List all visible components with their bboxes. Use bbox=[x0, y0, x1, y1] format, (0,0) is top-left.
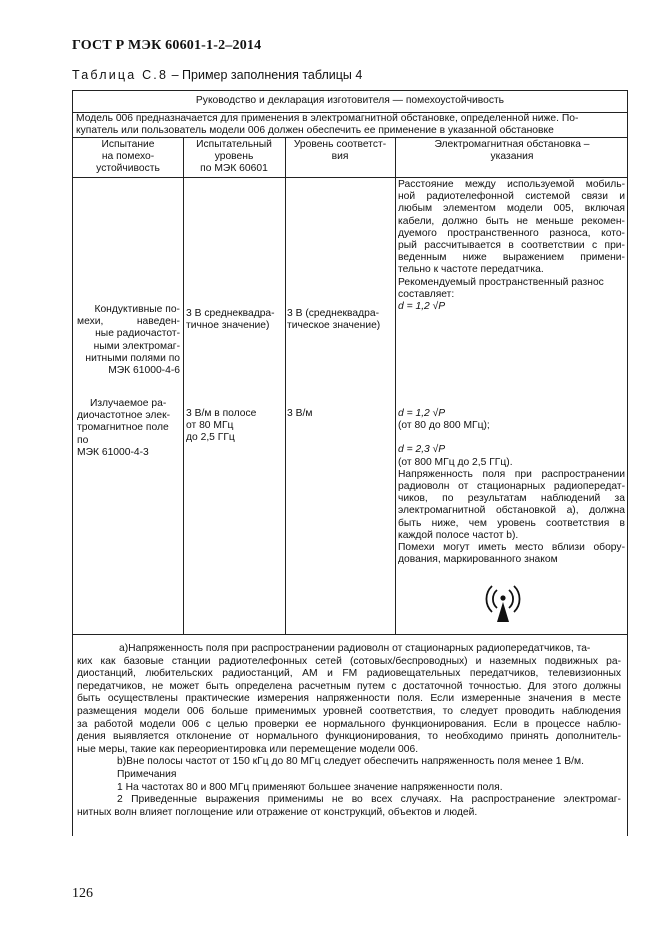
header-line: Электромагнитная обстановка – bbox=[434, 139, 590, 150]
footnote-a-line: размещения модели 006 больше применимых уровней соответствия, то следует проводить наблюдения bbox=[77, 705, 621, 717]
note-2-line: 2 Приведенные выражения применимы не во всех случаях. На распространение электромаг- bbox=[117, 794, 621, 806]
test-line: Кондуктивные по- bbox=[94, 304, 180, 315]
table-rule-3 bbox=[73, 177, 627, 178]
header-line: Испытательный bbox=[196, 139, 272, 150]
footnote-a-line: ких как базовые станции радиотелефонных сетей (сотовых/беспроводных) и наземных подвижных ра- bbox=[77, 655, 621, 667]
row-conducted-compliance bbox=[287, 308, 393, 332]
table-heading: Руководство и декларация изготовителя — помехоустойчивость bbox=[195, 95, 505, 106]
test-line: нитными полями по bbox=[85, 352, 180, 364]
column-header-test bbox=[75, 139, 181, 176]
header-line: на помехо- bbox=[101, 151, 155, 163]
intro-line: купатель или пользователь модели 006 должен обеспечить ее применение в указанной обстановке bbox=[76, 125, 554, 137]
column-header-environment bbox=[397, 139, 627, 163]
footnote-a-line: диостанций, любительских радиостанций, AM и FM радиовещательных передатчиков, телевизионных bbox=[77, 668, 621, 680]
row-radiated-compliance bbox=[287, 408, 393, 420]
header-line: по МЭК 60601 bbox=[200, 163, 268, 175]
column-divider-2 bbox=[285, 137, 286, 634]
row-conducted-test bbox=[77, 304, 180, 377]
header-line: устойчивость bbox=[96, 163, 160, 175]
test-line: мехи, наведен- bbox=[77, 316, 180, 328]
formula-line: d = 2,3 √P bbox=[398, 444, 446, 456]
test-line: МЭК 61000-4-6 bbox=[108, 365, 180, 377]
guidance-line: Расстояние между используемой мобиль- bbox=[398, 179, 625, 190]
test-line: диочастотное элек- bbox=[77, 410, 171, 422]
document-header: ГОСТ Р МЭК 60601-1-2–2014 bbox=[72, 38, 262, 53]
compliance-line: 3 В (среднеквадра- bbox=[287, 308, 380, 319]
table-border-top bbox=[73, 90, 627, 91]
header-line: уровень bbox=[214, 151, 254, 163]
guidance-line: радиоволн от стационарных радиопередат- bbox=[398, 481, 625, 493]
table-title bbox=[72, 68, 362, 82]
compliance-line: 3 В/м bbox=[287, 408, 313, 419]
test-line: Излучаемое ра- bbox=[90, 398, 167, 409]
footnote-a-line: за работой модели 006 с целью проверки ее нормального функционирования. Если в процессе наблю- bbox=[77, 718, 621, 730]
test-line: ными электромаг- bbox=[93, 340, 180, 352]
row-radiated-level bbox=[186, 408, 283, 445]
guidance-line: Рекомендуемый пространственный разнос bbox=[398, 276, 604, 288]
guidance-line: чиков, по результатам наблюдений за bbox=[398, 493, 625, 505]
column-header-compliance bbox=[287, 139, 393, 163]
footnote-a-line: дения выявляется отклонение от нормального функционирования, то необходимо принять дополнитель- bbox=[77, 731, 621, 743]
level-line: от 80 МГц bbox=[186, 420, 234, 432]
guidance-line: любым элементом модели 005, включая bbox=[398, 203, 625, 215]
level-line: 3 В/м в полосе bbox=[186, 408, 257, 419]
test-line: ные радиочастот- bbox=[95, 328, 180, 340]
guidance-line: веденным ниже выражением примени- bbox=[398, 252, 625, 264]
column-divider-3 bbox=[395, 137, 396, 634]
level-line: до 2,5 ГГц bbox=[186, 432, 235, 444]
footnotes bbox=[77, 643, 621, 819]
environment-guidance bbox=[398, 179, 625, 313]
table-title-text: – Пример заполнения таблицы 4 bbox=[168, 68, 363, 82]
level-line: тичное значение) bbox=[186, 320, 270, 332]
range-line: (от 80 до 800 МГц); bbox=[398, 420, 490, 432]
test-line: тромагнитное поле bbox=[77, 422, 169, 434]
table-intro bbox=[76, 113, 624, 137]
header-line: Испытание bbox=[101, 139, 155, 150]
row-radiated-test bbox=[77, 398, 180, 459]
immunity-table bbox=[72, 90, 628, 836]
range-line: (от 800 МГц до 2,5 ГГц). bbox=[398, 456, 513, 468]
notes-title: Примечания bbox=[117, 768, 177, 780]
test-line: МЭК 61000-4-3 bbox=[77, 446, 149, 458]
footnote-a-line: ные меры, такие как переориентировка или перемещение модели 006. bbox=[77, 743, 419, 755]
column-divider-1 bbox=[183, 137, 184, 634]
guidance-line: Напряженность поля при распространении bbox=[398, 468, 625, 480]
header-line: Уровень соответст- bbox=[293, 139, 387, 150]
note-1: 1 На частотах 80 и 800 МГц применяют большее значение напряженности поля. bbox=[117, 781, 503, 793]
table-rule-4 bbox=[73, 634, 627, 635]
guidance-line: составляет: bbox=[398, 288, 455, 300]
guidance-line: быть ниже, чем уровень соответствия в bbox=[398, 517, 625, 529]
guidance-line: дуемого пространственного разноса, кото- bbox=[398, 227, 625, 239]
test-line: по bbox=[77, 434, 89, 446]
guidance-line: тельно к частоте передатчика. bbox=[398, 264, 544, 276]
guidance-line: дования, маркированного знаком bbox=[398, 554, 558, 566]
level-line: 3 В среднеквадра- bbox=[186, 308, 275, 319]
guidance-line: ной радиотелефонной системой связи и bbox=[398, 191, 625, 203]
table-title-label: Таблица С.8 bbox=[72, 68, 169, 82]
header-line: указания bbox=[490, 151, 534, 163]
footnote-b: b)Вне полосы частот от 150 кГц до 80 МГц следует обеспечить напряженность поля менее 1 В/м. bbox=[117, 756, 584, 768]
formula-line: d = 1,2 √P bbox=[398, 408, 446, 419]
guidance-line: электромагнитной обстановкой a), должна bbox=[398, 505, 625, 517]
footnote-a-line: передатчиков, не может быть определена расчетным путем с достаточной точностью. Для этого должны bbox=[77, 680, 621, 692]
footnote-a-line: a)Напряженность поля при распространении радиоволн от стационарных радиопередатчиков, та- bbox=[119, 643, 591, 654]
footnote-a-line: быть осуществлены практические измерения напряженности поля. Если измеренные значения в месте bbox=[77, 693, 621, 705]
guidance-line: каждой полосе частот b). bbox=[398, 529, 519, 541]
compliance-line: тическое значение) bbox=[287, 320, 381, 332]
formula-line: d = 1,2 √P bbox=[398, 301, 446, 313]
radiated-guidance bbox=[398, 408, 625, 566]
guidance-line: кабели, должно быть не меньше рекомен- bbox=[398, 215, 625, 227]
intro-line: Модель 006 предназначается для применения в электромагнитной обстановке, определенной ниже. По- bbox=[76, 113, 579, 124]
page-number: 126 bbox=[72, 886, 93, 901]
non-ionizing-radiation-icon bbox=[481, 578, 525, 626]
guidance-line: Помехи могут иметь место вблизи обору- bbox=[398, 542, 625, 554]
column-header-level bbox=[185, 139, 283, 176]
note-2-line: нитных волн влияет поглощение или отражение от конструкций, объектов и людей. bbox=[77, 806, 478, 818]
row-conducted-level bbox=[186, 308, 283, 332]
guidance-line: рый рассчитывается в соответствии с при- bbox=[398, 240, 625, 252]
header-line: вия bbox=[331, 151, 349, 163]
